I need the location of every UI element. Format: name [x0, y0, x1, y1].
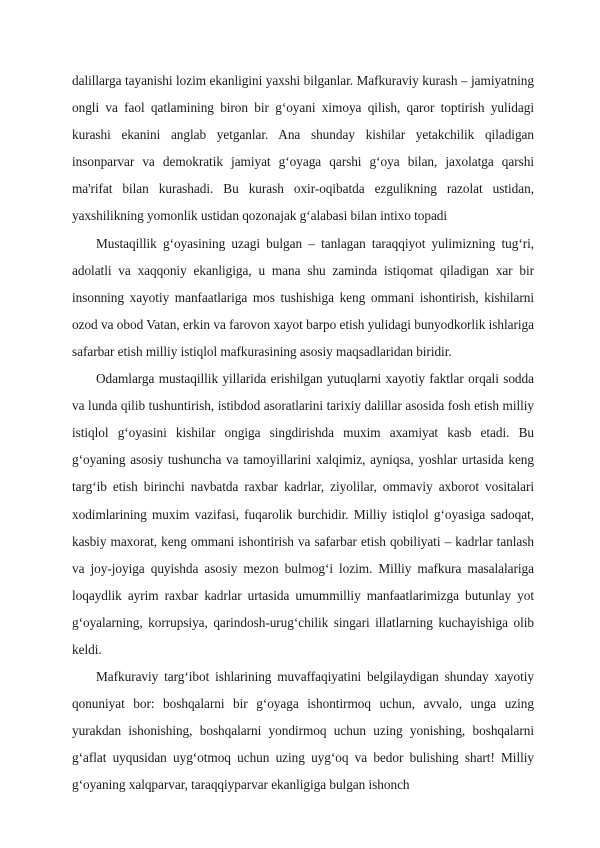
paragraph: Odamlarga mustaqillik yillarida erishilgan yutuqlarni xayotiy faktlar orqali sodda va lunda qilib tushuntirish, istibdod asoratlarini tarixiy dalillar asosida fosh etish milliy istiqlol g‘oyasini kishilar ongiga singdirishda muxim axamiyat kasb etadi. Bu g‘oyaning asosiy tushuncha va tamoyillarini xalqimiz, ayniqsa, yoshlar urtasida keng targ‘ib etish birinchi navbatda raxbar kadrlar, ziyolilar, ommaviy axborot vositalari xodimlarining muxim vazifasi, fuqarolik burchidir. Milliy istiqlol g‘oyasiga sadoqat, kasbiy maxorat, keng ommani ishontirish va safarbar etish qobiliyati – kadrlar tanlash va joy-joyiga quyishda asosiy mezon bulmog‘i lozim. Milliy mafkura masalalariga loqaydlik ayrim raxbar kadrlar urtasida umummilliy manfaatlarimizga butunlay yot g‘oyalarning, korrupsiya, qarindosh-urug‘chilik singari illatlarning kuchayishiga olib keldi.: [72, 371, 534, 657]
paragraph: Mustaqillik g‘oyasining uzagi bulgan – tanlagan taraqqiyot yulimizning tug‘ri, adolatli va xaqqoniy ekanligiga, u mana shu zaminda istiqomat qiladigan xar bir insonning xayotiy manfaatlariga mos tushishiga keng ommani ishontirish, kishilarni ozod va obod Vatan, erkin va farovon xayot barpo etish yulidagi bunyodkorlik ishlariga safarbar etish milliy istiqlol mafkurasining asosiy maqsadlaridan biridir.: [72, 235, 534, 359]
paragraph: Mafkuraviy targ‘ibot ishlarining muvaffaqiyatini belgilaydigan shunday xayotiy qonuniyat bor: boshqalarni bir g‘oyaga ishontirmoq uchun, avvalo, unga uzing yurakdan ishonishing, boshqalarni yondirmoq uchun uzing yonishing, boshqalarni g‘aflat uyqusidan uyg‘otmoq uchun uzing uyg‘oq va bedor bulishing shart! Milliy g‘oyaning xalqparvar, taraqqiyparvar ekanligiga bulgan ishonch: [72, 669, 534, 793]
paragraph: dalillarga tayanishi lozim ekanligini yaxshi bilganlar. Mafkuraviy kurash – jamiyatning ongli va faol qatlamining biron bir g‘oyani ximoya qilish, qaror toptirish yulidagi kurashi ekanini anglab yetganlar. Ana shunday kishilar yetakchilik qiladigan insonparvar va demokratik jamiyat g‘oyaga qarshi g‘oya bilan, jaxolatga qarshi ma'rifat bilan kurashadi. Bu kurash oxir-oqibatda ezgulikning razolat ustidan, yaxshilikning yomonlik ustidan qozonajak g‘alabasi bilan intixo topadi: [72, 73, 534, 224]
body-text: [72, 67, 534, 799]
